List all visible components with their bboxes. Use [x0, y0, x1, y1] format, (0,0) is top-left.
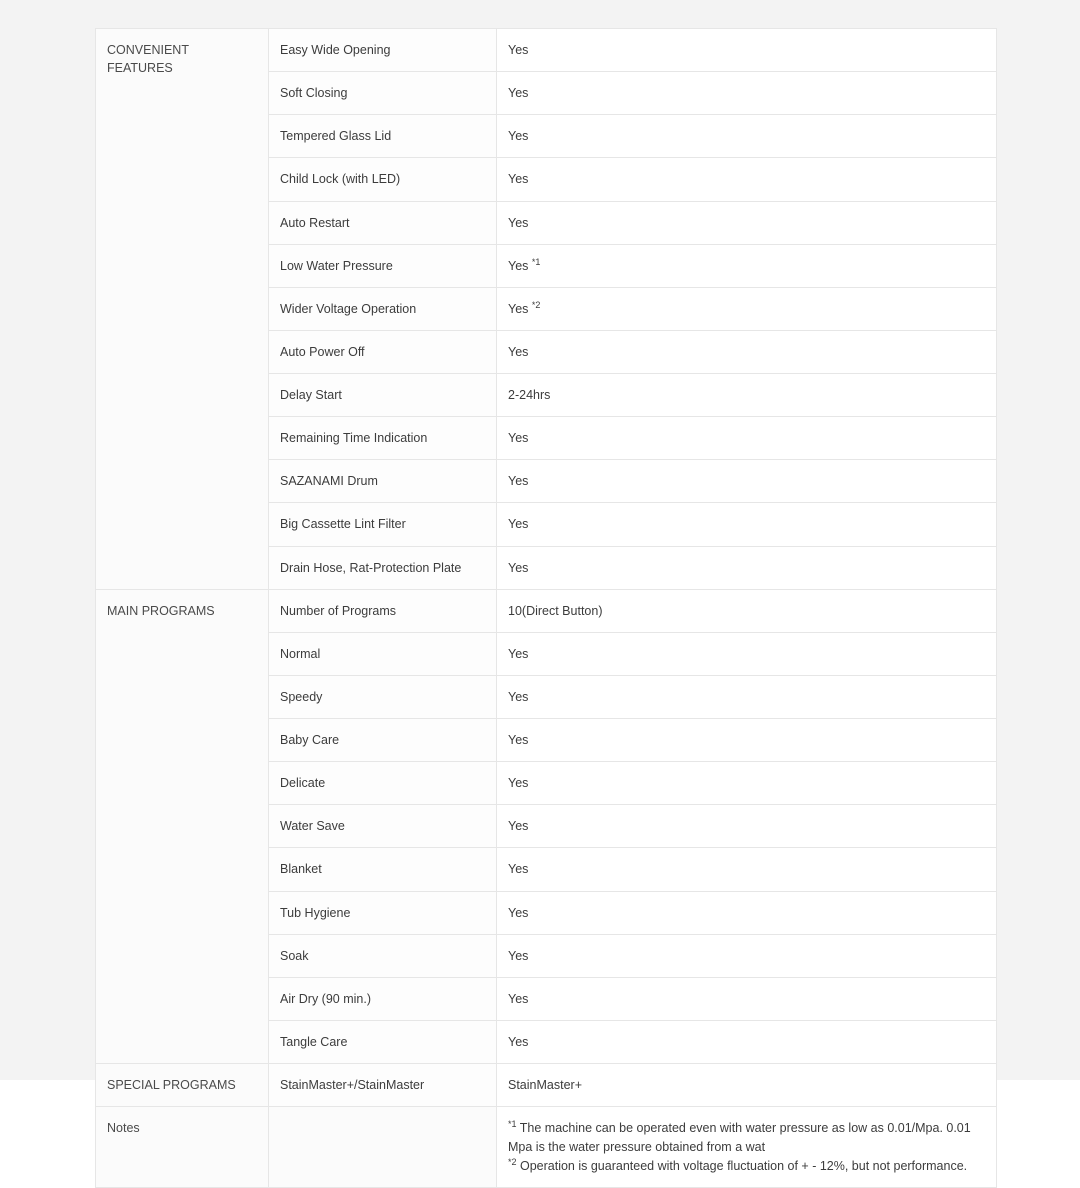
category-cell-convenient-features [96, 29, 269, 590]
row-value [497, 719, 997, 762]
page-background-left [0, 0, 95, 1080]
row-label: Normal [269, 632, 497, 675]
row-label: Tub Hygiene [269, 891, 497, 934]
notes-text-1: The machine can be operated even with water pressure as low as 0.01/Mpa. 0.01 Mpa is the water pressure obtained from a wat [508, 1121, 971, 1154]
row-value [497, 287, 997, 330]
row-value-text: Yes [508, 862, 529, 877]
notes-superscript-1: *1 [508, 1118, 517, 1129]
row-label: Auto Restart [269, 201, 497, 244]
row-value [497, 891, 997, 934]
row-label: Auto Power Off [269, 330, 497, 373]
row-value-text: Yes [508, 560, 529, 575]
page-background-top [0, 0, 1080, 28]
row-value-text: Yes [508, 172, 529, 187]
row-value-text: Yes [508, 646, 529, 661]
row-value [497, 244, 997, 287]
row-value [497, 977, 997, 1020]
table-row [96, 1064, 997, 1107]
row-value [497, 805, 997, 848]
notes-category-cell: Notes [96, 1107, 269, 1188]
row-value-text: Yes [508, 733, 529, 747]
row-label: SAZANAMI Drum [269, 460, 497, 503]
page-background-right [997, 0, 1080, 1080]
row-value-superscript: *1 [531, 256, 541, 267]
row-value-text: Yes [508, 301, 532, 316]
row-value [497, 330, 997, 373]
row-label: Baby Care [269, 719, 497, 762]
row-value-text: StainMaster+ [508, 1078, 582, 1092]
row-label: Speedy [269, 675, 497, 718]
row-label: Delicate [269, 762, 497, 805]
row-value [497, 632, 997, 675]
row-label: Tangle Care [269, 1020, 497, 1063]
row-label: Air Dry (90 min.) [269, 977, 497, 1020]
row-value [497, 589, 997, 632]
row-value-text: Yes [508, 1034, 529, 1049]
row-value-text: Yes [508, 948, 529, 963]
row-value-text: Yes [508, 344, 529, 359]
notes-spacer-cell [269, 1107, 497, 1188]
row-label: Blanket [269, 848, 497, 891]
row-value [497, 201, 997, 244]
row-value [497, 934, 997, 977]
notes-value-cell [497, 1107, 997, 1188]
category-label: MAIN PROGRAMS [107, 603, 215, 618]
table-body [96, 29, 997, 1188]
row-value [497, 29, 997, 72]
notes-line-1 [508, 1119, 985, 1157]
row-label: Water Save [269, 805, 497, 848]
row-value-text: Yes [508, 689, 529, 704]
category-cell-special-programs [96, 1064, 269, 1107]
row-value-text: Yes [508, 819, 529, 834]
table-row [96, 29, 997, 72]
row-value-text: Yes [508, 431, 529, 446]
row-label: Easy Wide Opening [269, 29, 497, 72]
row-label: Soak [269, 934, 497, 977]
row-value [497, 460, 997, 503]
specifications-table [95, 28, 997, 1188]
row-value [497, 762, 997, 805]
row-value-text: Yes [508, 129, 529, 144]
row-label: Drain Hose, Rat-Protection Plate [269, 546, 497, 589]
row-label: Low Water Pressure [269, 244, 497, 287]
row-label: Soft Closing [269, 72, 497, 115]
row-label: Remaining Time Indication [269, 417, 497, 460]
row-value [497, 158, 997, 201]
row-label: StainMaster+/StainMaster [269, 1064, 497, 1107]
row-value [497, 675, 997, 718]
row-label: Number of Programs [269, 589, 497, 632]
row-value-text: Yes [508, 517, 529, 532]
row-value-text: Yes [508, 474, 529, 489]
row-value [497, 374, 997, 417]
row-value [497, 848, 997, 891]
row-label: Big Cassette Lint Filter [269, 503, 497, 546]
row-value [497, 1020, 997, 1063]
notes-line-2 [508, 1157, 985, 1176]
row-value-text: Yes [508, 905, 529, 920]
category-cell-main-programs [96, 589, 269, 1063]
notes-text-2: Operation is guaranteed with voltage fluctuation of + - 12%, but not performance. [516, 1158, 968, 1173]
row-value-text: 10(Direct Button) [508, 603, 603, 618]
row-value-text: Yes [508, 258, 532, 273]
category-label-line1: CONVENIENT FEATURES [107, 43, 189, 76]
category-label: SPECIAL PROGRAMS [107, 1078, 236, 1092]
row-value-text: 2-24hrs [508, 388, 551, 402]
row-label: Delay Start [269, 374, 497, 417]
row-value [497, 503, 997, 546]
table-row [96, 589, 997, 632]
row-value-superscript: *2 [531, 299, 541, 310]
row-label: Child Lock (with LED) [269, 158, 497, 201]
notes-superscript-2: *2 [508, 1156, 517, 1167]
row-value-text: Yes [508, 776, 529, 791]
row-label: Tempered Glass Lid [269, 115, 497, 158]
row-value [497, 546, 997, 589]
row-value [497, 115, 997, 158]
row-value [497, 417, 997, 460]
row-value-text: Yes [508, 43, 529, 57]
row-value [497, 72, 997, 115]
row-value-text: Yes [508, 991, 529, 1006]
row-value-text: Yes [508, 86, 529, 101]
row-value [497, 1064, 997, 1107]
row-label: Wider Voltage Operation [269, 287, 497, 330]
notes-row [96, 1107, 997, 1188]
row-value-text: Yes [508, 215, 529, 230]
